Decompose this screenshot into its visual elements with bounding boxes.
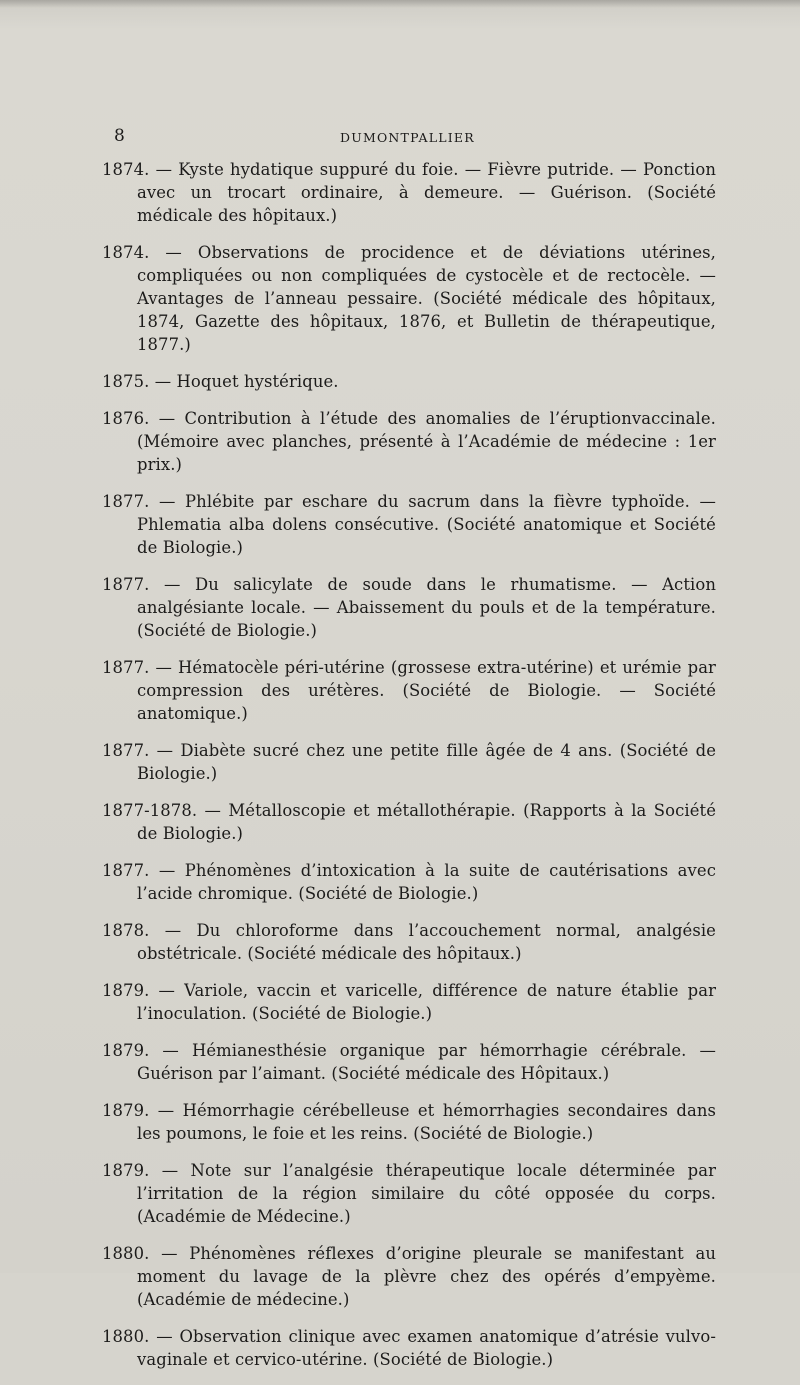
running-head: DUMONTPALLIER (340, 130, 475, 145)
bibliography-entry: 1877-1878. — Métalloscopie et métallothérapie. (Rapports à la Société de Biologie.) (102, 801, 716, 843)
bibliography-entry: 1876. — Contribution à l’étude des anomalies de l’éruptionvaccinale. (Mémoire avec planches, présenté à l’Académie de médecine : 1er prix.) (102, 409, 716, 474)
page-edge-shadow (0, 0, 800, 8)
page-header (0, 126, 800, 150)
bibliography-entry: 1878. — Du chloroforme dans l’accouchement normal, analgésie obstétricale. (Société médicale des hôpitaux.) (102, 921, 716, 963)
bibliography-entry: 1880. — Observation clinique avec examen anatomique d’atrésie vulvo-vaginale et cervico-utérine. (Société de Biologie.) (102, 1327, 716, 1369)
bibliography-entry: 1879. — Note sur l’analgésie thérapeutique locale déterminée par l’irritation de la région similaire du côté opposée du corps. (Académie de Médecine.) (102, 1161, 716, 1226)
bibliography-entry: 1880. — Phénomènes réflexes d’origine pleurale se manifestant au moment du lavage de la plèvre chez des opérés d’empyème. (Académie de médecine.) (102, 1244, 716, 1309)
bibliography-entry: 1877. — Hématocèle péri-utérine (grossese extra-utérine) et urémie par compression des urétères. (Société de Biologie. — Société anatomique.) (102, 658, 716, 723)
bibliography-entry: 1877. — Diabète sucré chez une petite fille âgée de 4 ans. (Société de Biologie.) (102, 741, 716, 783)
bibliography-entry: 1877. — Phénomènes d’intoxication à la suite de cautérisations avec l’acide chromique. (Société de Biologie.) (102, 861, 716, 903)
bibliography-entry: 1879. — Hémorrhagie cérébelleuse et hémorrhagies secondaires dans les poumons, le foie et les reins. (Société de Biologie.) (102, 1101, 716, 1143)
bibliography-entry: 1879. — Variole, vaccin et varicelle, différence de nature établie par l’inoculation. (Société de Biologie.) (102, 981, 716, 1023)
bibliography-entry: 1874. — Kyste hydatique suppuré du foie. — Fièvre putride. — Ponction avec un trocart ordinaire, à demeure. — Guérison. (Société médicale des hôpitaux.) (102, 160, 716, 225)
bibliography-entry: 1877. — Phlébite par eschare du sacrum dans la fièvre typhoïde. — Phlematia alba dolens consécutive. (Société anatomique et Société de Biologie.) (102, 492, 716, 557)
bibliography-entry: 1874. — Observations de procidence et de déviations utérines, compliquées ou non compliquées de cystocèle et de rectocèle. — Avantages de l’anneau pessaire. (Société médicale des hôpitaux, 1874, Gazette des hôpitaux, 1876, et Bulletin de thérapeutique, 1877.) (102, 243, 716, 354)
bibliography-entry: 1879. — Hémianesthésie organique par hémorrhagie cérébrale. — Guérison par l’aimant. (Société médicale des Hôpitaux.) (102, 1041, 716, 1083)
bibliography-entry: 1875. — Hoquet hystérique. (102, 372, 339, 391)
bibliography-entry: 1877. — Du salicylate de soude dans le rhumatisme. — Action analgésiante locale. — Abaissement du pouls et de la température. (Société de Biologie.) (102, 575, 716, 640)
bibliography-list (102, 158, 716, 1385)
page-number: 8 (114, 126, 125, 146)
